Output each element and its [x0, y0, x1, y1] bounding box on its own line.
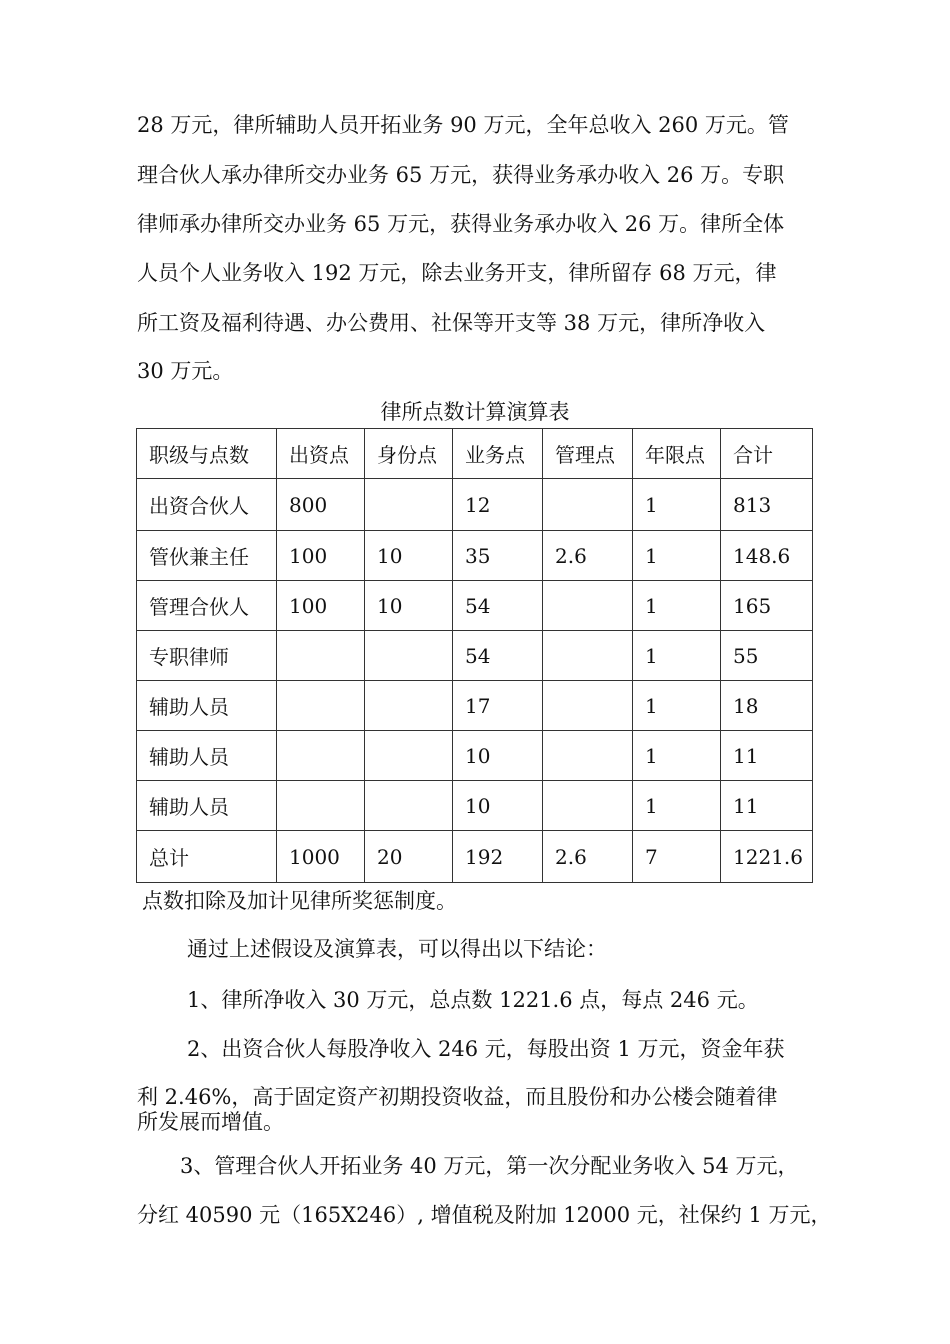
table-cell: 管伙兼主任 [137, 531, 277, 581]
table-total-row [137, 831, 813, 883]
table-cell: 1 [633, 581, 721, 631]
conclusion-intro: 通过上述假设及演算表，可以得出以下结论： [187, 937, 607, 961]
conclusion-item-2-line-3: 所发展而增值。 [137, 1110, 284, 1134]
table-cell: 总计 [137, 831, 277, 883]
header-cell: 业务点 [453, 429, 543, 479]
table-cell: 55 [721, 631, 813, 681]
table-cell: 2.6 [543, 831, 633, 883]
table-cell: 10 [453, 731, 543, 781]
conclusion-item-3-line-2: 分红 40590 元（165X246）, 增值税及附加 12000 元，社保约 1 万元， [137, 1203, 832, 1227]
table-cell: 1 [633, 531, 721, 581]
table-cell: 辅助人员 [137, 681, 277, 731]
conclusion-item-3-line-1: 3、管理合伙人开拓业务 40 万元，第一次分配业务收入 54 万元， [180, 1154, 799, 1178]
table-cell: 11 [721, 731, 813, 781]
table-cell: 100 [277, 581, 365, 631]
table-cell [365, 631, 453, 681]
table-cell: 专职律师 [137, 631, 277, 681]
paragraph-line-2: 理合伙人承办律所交办业务 65 万元，获得业务承办收入 26 万。专职 [137, 163, 785, 187]
table-cell: 800 [277, 479, 365, 531]
table-cell: 11 [721, 781, 813, 831]
table-row [137, 631, 813, 681]
header-cell: 出资点 [277, 429, 365, 479]
table-cell [365, 479, 453, 531]
table-cell: 54 [453, 581, 543, 631]
table-cell [543, 681, 633, 731]
table-row [137, 731, 813, 781]
paragraph-line-4: 人员个人业务收入 192 万元，除去业务开支，律所留存 68 万元，律 [137, 261, 777, 285]
table-cell: 18 [721, 681, 813, 731]
table-header-row [137, 429, 813, 479]
table-row [137, 581, 813, 631]
table-cell: 1 [633, 631, 721, 681]
table-cell: 35 [453, 531, 543, 581]
table-row [137, 681, 813, 731]
table-cell: 辅助人员 [137, 781, 277, 831]
table-cell: 1221.6 [721, 831, 813, 883]
table-cell [543, 631, 633, 681]
table-cell: 192 [453, 831, 543, 883]
table-cell: 2.6 [543, 531, 633, 581]
table-cell: 148.6 [721, 531, 813, 581]
table-cell: 1 [633, 681, 721, 731]
table-cell [277, 681, 365, 731]
table-cell [365, 781, 453, 831]
header-cell: 年限点 [633, 429, 721, 479]
table-cell: 10 [365, 581, 453, 631]
header-cell: 职级与点数 [137, 429, 277, 479]
table-cell: 20 [365, 831, 453, 883]
table-cell: 辅助人员 [137, 731, 277, 781]
table-cell [543, 781, 633, 831]
table-cell: 1 [633, 731, 721, 781]
table-cell: 10 [365, 531, 453, 581]
table-cell [543, 731, 633, 781]
table-cell: 17 [453, 681, 543, 731]
table-cell: 165 [721, 581, 813, 631]
table-cell [543, 581, 633, 631]
paragraph-line-3: 律师承办律所交办业务 65 万元，获得业务承办收入 26 万。律所全体 [137, 212, 785, 236]
table-cell [277, 781, 365, 831]
table-cell: 7 [633, 831, 721, 883]
table-cell: 出资合伙人 [137, 479, 277, 531]
paragraph-line-5: 所工资及福利待遇、办公费用、社保等开支等 38 万元，律所净收入 [137, 311, 766, 335]
conclusion-item-2-line-2: 利 2.46%，高于固定资产初期投资收益，而且股份和办公楼会随着律 [137, 1085, 778, 1109]
table-cell: 管理合伙人 [137, 581, 277, 631]
table-cell: 54 [453, 631, 543, 681]
paragraph-line-1: 28 万元，律所辅助人员开拓业务 90 万元，全年总收入 260 万元。管 [137, 113, 789, 137]
points-table [136, 428, 813, 883]
conclusion-item-2-line-1: 2、出资合伙人每股净收入 246 元，每股出资 1 万元，资金年获 [187, 1037, 785, 1061]
table-cell: 10 [453, 781, 543, 831]
header-cell: 身份点 [365, 429, 453, 479]
table-cell [277, 631, 365, 681]
header-cell: 合计 [721, 429, 813, 479]
table-cell: 1000 [277, 831, 365, 883]
table-cell [277, 731, 365, 781]
header-cell: 管理点 [543, 429, 633, 479]
table-cell: 100 [277, 531, 365, 581]
table-cell [365, 731, 453, 781]
table-caption: 律所点数计算演算表 [380, 400, 570, 424]
table-cell: 1 [633, 781, 721, 831]
table-cell [365, 681, 453, 731]
table-cell [543, 479, 633, 531]
table-cell: 12 [453, 479, 543, 531]
paragraph-line-6: 30 万元。 [137, 359, 234, 383]
table-row [137, 781, 813, 831]
table-row [137, 531, 813, 581]
table-cell: 813 [721, 479, 813, 531]
table-cell: 1 [633, 479, 721, 531]
table-note: 点数扣除及加计见律所奖惩制度。 [142, 889, 457, 913]
table-row [137, 479, 813, 531]
conclusion-item-1: 1、律所净收入 30 万元，总点数 1221.6 点，每点 246 元。 [187, 988, 759, 1012]
